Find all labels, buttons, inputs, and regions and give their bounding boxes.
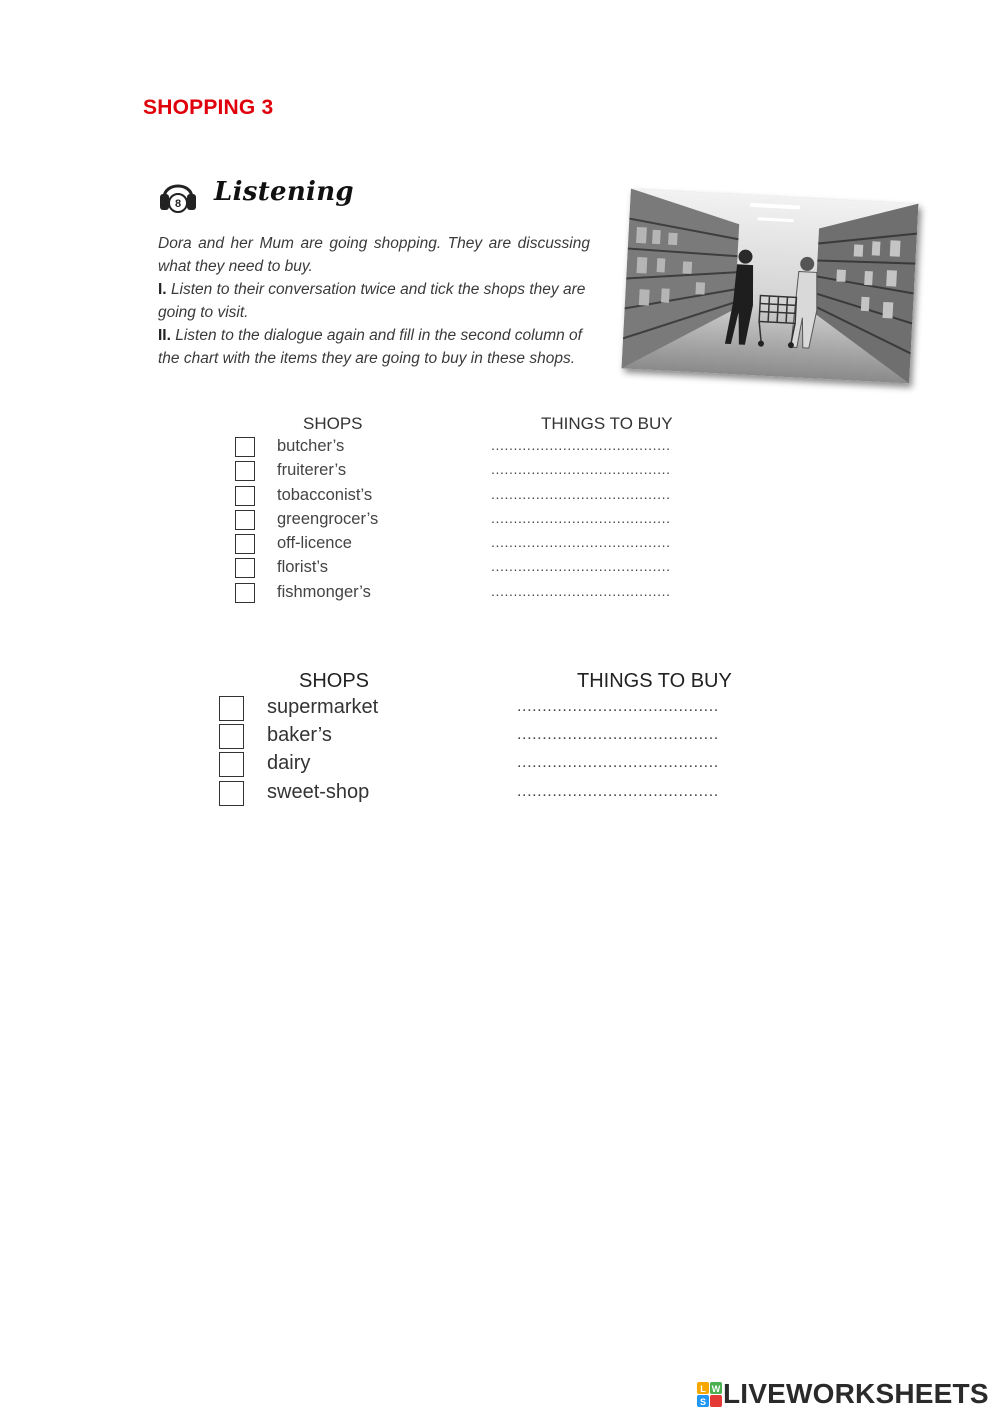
- shop-label: florist’s: [277, 558, 329, 576]
- task-one: [158, 278, 590, 324]
- tick-checkbox[interactable]: [235, 461, 255, 481]
- task-two: [158, 324, 590, 370]
- answer-blank[interactable]: ........................................: [491, 583, 671, 599]
- table-row: [235, 486, 725, 510]
- table-row: [235, 534, 725, 558]
- shop-label: greengrocer’s: [277, 510, 379, 528]
- task-two-text: Listen to the dialogue again and fill in the second column of the chart with the items they are going to buy in these shops.: [158, 327, 582, 367]
- shop-label: baker’s: [267, 724, 332, 746]
- tick-checkbox[interactable]: [235, 486, 255, 506]
- tick-checkbox[interactable]: [219, 696, 244, 721]
- table-row: [219, 781, 789, 809]
- task-two-number: II.: [158, 327, 171, 344]
- headphones-icon: [158, 174, 198, 216]
- things-header: THINGS TO BUY: [577, 670, 732, 692]
- table-row: [235, 583, 725, 607]
- tick-checkbox[interactable]: [235, 534, 255, 554]
- shop-label: sweet-shop: [267, 781, 370, 803]
- shop-label: fruiterer’s: [277, 461, 347, 479]
- table-row: [235, 558, 725, 582]
- tick-checkbox[interactable]: [235, 558, 255, 578]
- track-number: 8: [174, 198, 182, 210]
- shop-label: fishmonger’s: [277, 583, 371, 601]
- shops-header: SHOPS: [303, 414, 363, 433]
- answer-blank[interactable]: ........................................: [491, 558, 671, 574]
- answer-blank[interactable]: ........................................: [517, 726, 719, 743]
- tick-checkbox[interactable]: [219, 752, 244, 777]
- shop-label: butcher’s: [277, 437, 345, 455]
- svg-text:L: L: [700, 1384, 706, 1394]
- tick-checkbox[interactable]: [235, 583, 255, 603]
- answer-blank[interactable]: ........................................: [517, 754, 719, 771]
- svg-text:W: W: [711, 1384, 721, 1394]
- tick-checkbox[interactable]: [235, 510, 255, 530]
- task-one-text: Listen to their conversation twice and tick the shops they are going to visit.: [158, 281, 586, 321]
- answer-blank[interactable]: ........................................: [491, 437, 671, 453]
- answer-blank[interactable]: ........................................: [517, 783, 719, 800]
- table-row: [235, 461, 725, 485]
- shop-label: supermarket: [267, 696, 379, 718]
- answer-blank[interactable]: ........................................: [491, 510, 671, 526]
- shop-label: dairy: [267, 752, 311, 774]
- table-row: [235, 510, 725, 534]
- table-row: [219, 696, 789, 724]
- answer-blank[interactable]: ........................................: [491, 461, 671, 477]
- shop-label: tobacconist’s: [277, 486, 373, 504]
- shop-label: off-licence: [277, 534, 352, 552]
- supermarket-photo: [621, 189, 918, 384]
- answer-blank[interactable]: ........................................: [491, 534, 671, 550]
- table-row: [219, 724, 789, 752]
- table-row: [219, 752, 789, 780]
- instructions: [158, 232, 590, 370]
- tick-checkbox[interactable]: [219, 781, 244, 806]
- tick-checkbox[interactable]: [219, 724, 244, 749]
- things-header: THINGS TO BUY: [541, 414, 673, 433]
- tick-checkbox[interactable]: [235, 437, 255, 457]
- liveworksheets-icon: [697, 1382, 723, 1408]
- task-one-number: I.: [158, 281, 167, 298]
- intro-text: Dora and her Mum are going shopping. They are discussing what they need to buy.: [158, 235, 590, 275]
- svg-text:S: S: [699, 1397, 707, 1407]
- table-row: [235, 437, 725, 461]
- shops-header: SHOPS: [299, 670, 370, 692]
- liveworksheets-wordmark: LIVEWORKSHEETS: [723, 1378, 989, 1409]
- worksheet-title: SHOPPING 3: [143, 96, 274, 119]
- answer-blank[interactable]: ........................................: [517, 698, 719, 715]
- section-heading: Listening: [214, 177, 354, 207]
- answer-blank[interactable]: ........................................: [491, 486, 671, 502]
